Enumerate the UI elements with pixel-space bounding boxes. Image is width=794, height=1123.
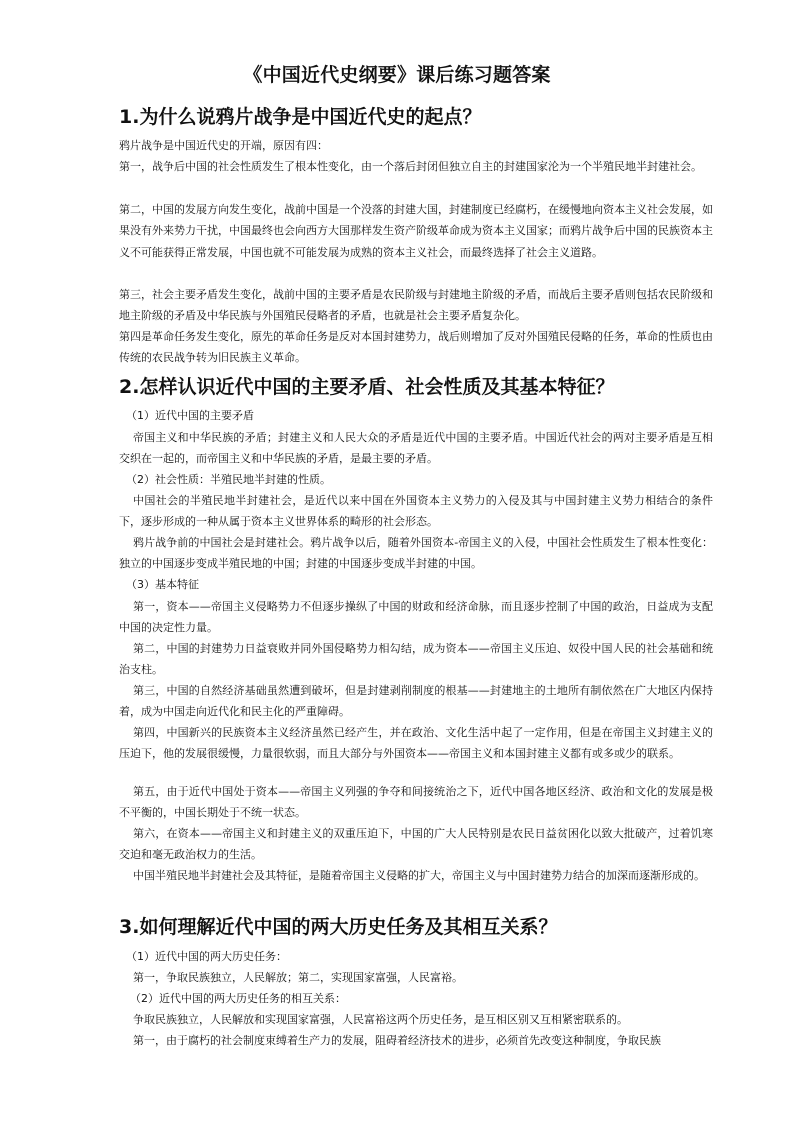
section-1-paragraph: 鸦片战争是中国近代史的开端，原因有四： bbox=[119, 139, 328, 152]
section-2-subheading: （1）近代中国的主要矛盾 bbox=[126, 409, 254, 422]
section-2-paragraph: 中国半殖民地半封建社会及其特征，是随着帝国主义侵略的扩大，帝国主义与中国封建势力结合的加深而逐渐形成的。 bbox=[133, 869, 705, 882]
section-1-heading: 1.为什么说鸦片战争是中国近代史的起点？ bbox=[119, 106, 482, 128]
section-2-paragraph: 第三，中国的自然经济基础虽然遭到破坏，但是封建剥削制度的根基——封建地主的土地所有制依然在广大地区内保持着，成为中国走向近代化和民主化的严重障碍。 bbox=[119, 684, 713, 719]
section-1-paragraph: 第三，社会主要矛盾发生变化，战前中国的主要矛盾是农民阶级与封建地主阶级的矛盾，而战后主要矛盾则包括农民阶级和地主阶级的矛盾及中华民族与外国殖民侵略者的矛盾，也就是社会主要矛盾复杂化。 bbox=[119, 288, 713, 323]
section-3-paragraph: 第一，由于腐朽的社会制度束缚着生产力的发展，阻碍着经济技术的进步，必须首先改变这种制度，争取民族 bbox=[133, 1034, 661, 1047]
section-2-paragraph: 帝国主义和中华民族的矛盾；封建主义和人民大众的矛盾是近代中国的主要矛盾。中国近代社会的两对主要矛盾是互相交织在一起的，而帝国主义和中华民族的矛盾，是最主要的矛盾。 bbox=[119, 431, 713, 466]
section-2-subheading: （3）基本特征 bbox=[126, 578, 199, 591]
section-3-paragraph: 争取民族独立，人民解放和实现国家富强，人民富裕这两个历史任务，是互相区别又互相紧密联系的。 bbox=[133, 1013, 628, 1026]
section-2-paragraph: 第四，中国新兴的民族资本主义经济虽然已经产生，并在政治、文化生活中起了一定作用，但是在帝国主义封建主义的压迫下，他的发展很缓慢，力量很软弱，而且大部分与外国资本——帝国主义和本国封建主义都有或多或少的联系。 bbox=[119, 726, 713, 761]
section-2-paragraph: 第二，中国的封建势力日益衰败并同外国侵略势力相勾结，成为资本——帝国主义压迫、奴役中国人民的社会基础和统治支柱。 bbox=[119, 642, 713, 677]
section-2-paragraph: 第六，在资本——帝国主义和封建主义的双重压迫下，中国的广大人民特别是农民日益贫困化以致大批破产，过着饥寒交迫和毫无政治权力的生活。 bbox=[119, 827, 713, 862]
section-3-paragraph: 第一，争取民族独立，人民解放；第二，实现国家富强，人民富裕。 bbox=[133, 971, 463, 984]
section-3-subheading: （1）近代中国的两大历史任务： bbox=[126, 950, 287, 963]
section-2-paragraph: 第一，资本——帝国主义侵略势力不但逐步操纵了中国的财政和经济命脉，而且逐步控制了中国的政治，日益成为支配中国的决定性力量。 bbox=[119, 600, 713, 635]
section-2-subheading: （2）社会性质：半殖民地半封建的性质。 bbox=[126, 473, 331, 486]
section-1-paragraph: 第一，战争后中国的社会性质发生了根本性变化，由一个落后封闭但独立自主的封建国家沦为一个半殖民地半封建社会。 bbox=[119, 160, 702, 173]
section-1-paragraph: 第四是革命任务发生变化，原先的革命任务是反对本国封建势力，战后则增加了反对外国殖民侵略的任务，革命的性质也由传统的农民战争转为旧民族主义革命。 bbox=[119, 330, 713, 365]
document-title: 《中国近代史纲要》课后练习题答案 bbox=[243, 64, 551, 86]
section-2-paragraph: 第五，由于近代中国处于资本——帝国主义列强的争夺和间接统治之下，近代中国各地区经济、政治和文化的发展是极不平衡的，中国长期处于不统一状态。 bbox=[119, 785, 713, 820]
section-2-paragraph: 中国社会的半殖民地半封建社会，是近代以来中国在外国资本主义势力的入侵及其与中国封建主义势力相结合的条件下，逐步形成的一种从属于资本主义世界体系的畸形的社会形态。 bbox=[119, 494, 713, 529]
section-2-paragraph: 鸦片战争前的中国社会是封建社会。鸦片战争以后，随着外国资本-帝国主义的入侵，中国社会性质发生了根本性变化：独立的中国逐步变成半殖民地的中国；封建的中国逐步变成半封建的中国。 bbox=[119, 536, 713, 571]
section-1-paragraph: 第二，中国的发展方向发生变化，战前中国是一个没落的封建大国，封建制度已经腐朽，在缓慢地向资本主义社会发展，如果没有外来势力干扰，中国最终也会向西方大国那样发生资产阶级革命成为资本主义国家；而鸦片战争后中国的民族资本主义不可能获得正常发展，中国也就不可能发展为成熟的资本主义社会，而最终选择了社会主义道路。 bbox=[119, 203, 713, 259]
section-2-heading: 2.怎样认识近代中国的主要矛盾、社会性质及其基本特征？ bbox=[119, 376, 615, 398]
section-3-heading: 3.如何理解近代中国的两大历史任务及其相互关系？ bbox=[119, 916, 558, 938]
section-3-subheading: （2）近代中国的两大历史任务的相互关系： bbox=[130, 992, 346, 1005]
